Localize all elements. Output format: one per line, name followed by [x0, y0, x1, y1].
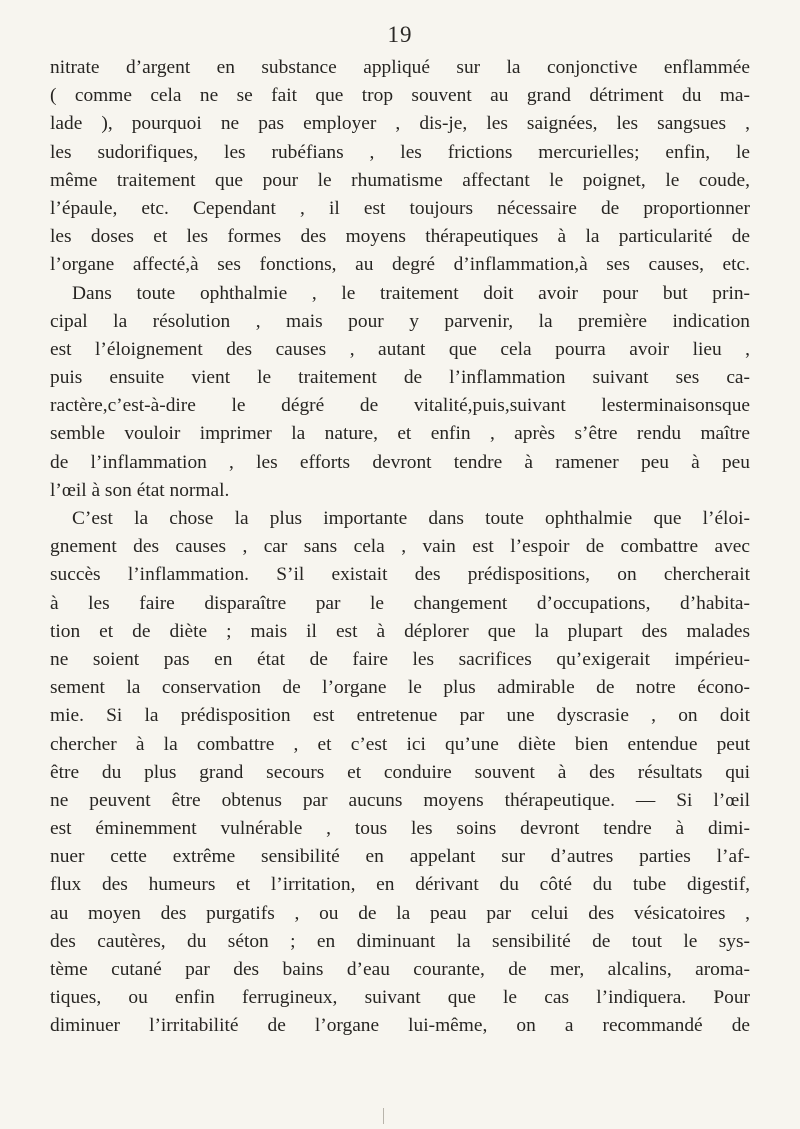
text-line: les sudorifiques, les rubéfians , les frictions mercurielles; enfin, le: [50, 141, 750, 163]
text-line: l’organe affecté,à ses fonctions, au degré d’inflammation,à ses causes, etc.: [50, 254, 750, 276]
print-mark: [383, 1108, 384, 1124]
text-line: tème cutané par des bains d’eau courante, de mer, alcalins, aroma-: [50, 959, 750, 980]
text-line: au moyen des purgatifs , ou de la peau par celui des vésicatoires ,: [50, 902, 750, 924]
paragraph-start-line: Dans toute ophthalmie , le traitement doit avoir pour but prin-: [72, 282, 750, 304]
text-line: diminuer l’irritabilité de l’organe lui-même, on a recommandé de: [50, 1015, 750, 1037]
text-line: chercher à la combattre , et c’est ici qu’une diète bien entendue peut: [50, 733, 750, 755]
text-line: est l’éloignement des causes , autant que cela pourra avoir lieu ,: [50, 338, 750, 360]
paragraph-end-line: l’œil à son état normal.: [50, 479, 230, 501]
text-line: même traitement que pour le rhumatisme affectant le poignet, le coude,: [50, 169, 750, 191]
text-line: nuer cette extrême sensibilité en appelant sur d’autres parties l’af-: [50, 846, 750, 868]
text-line: ( comme cela ne se fait que trop souvent au grand détriment du ma-: [50, 85, 750, 107]
text-line: sement la conservation de l’organe le plus admirable de notre écono-: [50, 677, 750, 699]
text-line: ne peuvent être obtenus par aucuns moyens thérapeutique. — Si l’œil: [50, 789, 750, 811]
text-line: succès l’inflammation. S’il existait des prédispositions, on chercherait: [50, 564, 750, 586]
text-line: tion et de diète ; mais il est à déplorer que la plupart des malades: [50, 620, 750, 642]
text-line: nitrate d’argent en substance appliqué sur la conjonctive enflammée: [50, 57, 750, 78]
text-line: lade ), pourquoi ne pas employer , dis-je, les saignées, les sangsues ,: [50, 113, 750, 135]
text-line: flux des humeurs et l’irritation, en dérivant du côté du tube digestif,: [50, 874, 750, 896]
text-line: puis ensuite vient le traitement de l’inflammation suivant ses ca-: [50, 367, 750, 389]
text-line: tiques, ou enfin ferrugineux, suivant que le cas l’indiquera. Pour: [50, 987, 750, 1009]
text-line: semble vouloir imprimer la nature, et enfin , après s’être rendu maître: [50, 423, 750, 445]
text-line: gnement des causes , car sans cela , vain est l’espoir de combattre avec: [50, 536, 750, 558]
text-line: être du plus grand secours et conduire souvent à des résultats qui: [50, 761, 750, 783]
paragraph-start-line: C’est la chose la plus importante dans toute ophthalmie que l’éloi-: [72, 508, 750, 529]
text-line: l’épaule, etc. Cependant , il est toujours nécessaire de proportionner: [50, 197, 750, 219]
text-line: ne soient pas en état de faire les sacrifices qu’exigerait impérieu-: [50, 648, 750, 670]
text-line: des cautères, du séton ; en diminuant la sensibilité de tout le sys-: [50, 930, 750, 952]
text-line: de l’inflammation , les efforts devront tendre à ramener peu à peu: [50, 451, 750, 473]
text-line: les doses et les formes des moyens thérapeutiques à la particularité de: [50, 226, 750, 248]
page-number: 19: [387, 22, 413, 47]
text-line: à les faire disparaître par le changement d’occupations, d’habita-: [50, 592, 750, 614]
text-line: cipal la résolution , mais pour y parvenir, la première indication: [50, 310, 750, 332]
text-line: est éminemment vulnérable , tous les soins devront tendre à dimi-: [50, 818, 750, 840]
text-line: mie. Si la prédisposition est entretenue par une dyscrasie , on doit: [50, 705, 750, 727]
text-line: ractère,c’est-à-dire le dégré de vitalité,puis,suivant lesterminaisonsque: [50, 395, 750, 417]
body-text: [50, 54, 750, 1041]
